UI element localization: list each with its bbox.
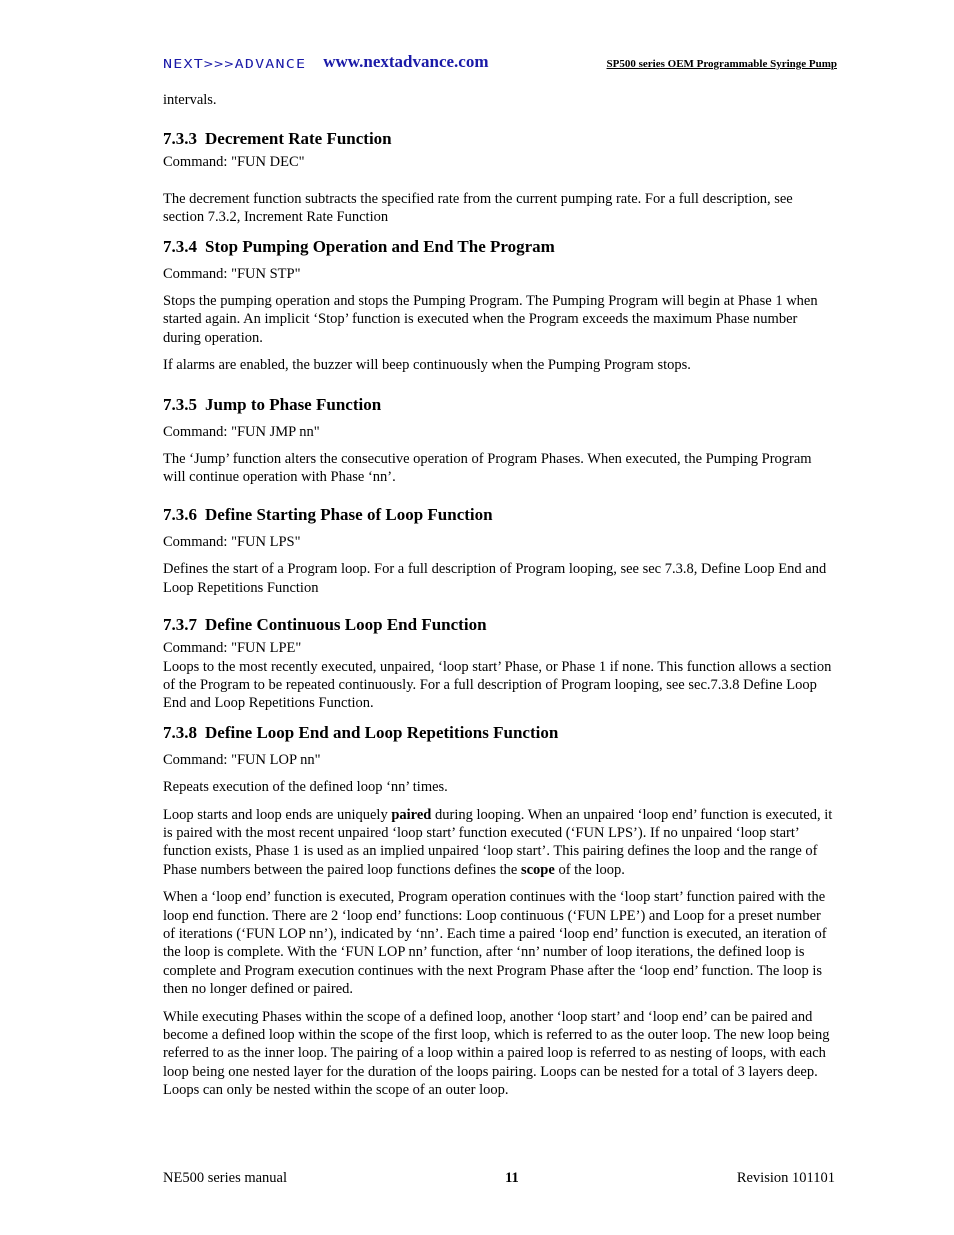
page-footer (163, 1170, 835, 1187)
paragraph: Repeats execution of the defined loop ‘nn’ times. (163, 779, 448, 796)
command-text: Command: "FUN JMP nn" (163, 423, 320, 440)
paragraph: The decrement function subtracts the specified rate from the current pumping rate. For a full description, see section 7.3.2, Increment Rate Function (163, 190, 793, 226)
command-text: Command: "FUN LPS" (163, 533, 301, 550)
paragraph: Defines the start of a Program loop. For a full description of Program looping, see sec 7.3.8, Define Loop End and Loop Repetitions Function (163, 561, 827, 596)
revision: Revision 101101 (736, 1170, 835, 1186)
section-7-3-3-heading: 7.3.3 Decrement Rate Function (163, 129, 392, 149)
command-text: Command: "FUN LPE" (163, 640, 302, 657)
section-7-3-7-heading: 7.3.7 Define Continuous Loop End Function (163, 615, 487, 635)
section-7-3-5-heading: 7.3.5 Jump to Phase Function (163, 394, 382, 414)
paragraph: Stops the pumping operation and stops the Pumping Program. The Pumping Program will begin at Phase 1 when started again. An implicit ‘Stop’ function is executed when the Program exceeds the maximum Phase number during operation. (163, 293, 818, 346)
page-number: 11 (505, 1170, 519, 1186)
section-7-3-8-heading: 7.3.8 Define Loop End and Loop Repetitions Function (163, 722, 559, 742)
intro-text: intervals. (163, 92, 217, 108)
section-7-3-6-heading: 7.3.6 Define Starting Phase of Loop Function (163, 504, 493, 524)
paragraph: If alarms are enabled, the buzzer will beep continuously when the Pumping Program stops. (163, 357, 691, 374)
company-logo: NEXT>>>ADVANCE (163, 56, 307, 71)
website-link[interactable]: www.nextadvance.com (323, 52, 489, 71)
command-text: Command: "FUN STP" (163, 265, 301, 282)
paragraph: When a ‘loop end’ function is executed, Program operation continues with the ‘loop start’ function paired with the loop end function. There are 2 ‘loop end’ functions: Loop continuous (‘FUN LPE’) and Loop for a preset number of iterations (‘FUN LOP nn’), indicated by ‘nn’. Each time a paired ‘loop end’ function is executed, an iteration of the loop is complete. With the ‘FUN LOP nn’ function, after ‘nn’ number of loop iterations, the defined loop is complete and Program execution continues with the next Program Phase after the ‘loop end’ function. The loop is then no longer defined or paired. (163, 889, 827, 998)
paragraph: The ‘Jump’ function alters the consecutive operation of Program Phases. When executed, the Pumping Program will continue operation with Phase ‘nn’. (163, 451, 812, 486)
command-text: Command: "FUN DEC" (163, 154, 305, 171)
paragraph: Loops to the most recently executed, unpaired, ‘loop start’ Phase, or Phase 1 if none. This function allows a section of the Program to be repeated continuously. For a full description of Program looping, see sec.7.3.8 Define Loop End and Loop Repetitions Function. (163, 658, 832, 712)
section-7-3-4-heading: 7.3.4 Stop Pumping Operation and End The Program (163, 236, 555, 256)
page-header (163, 52, 837, 74)
manual-name: NE500 series manual (163, 1170, 288, 1186)
paragraph: Loop starts and loop ends are uniquely paired during looping. When an unpaired ‘loop end’ function is executed, it is paired with the most recent unpaired ‘loop start’ function executed (‘FUN LPS’). If no unpaired ‘loop start’ function exists, Phase 1 is used as an implied unpaired ‘loop start’. This pairing defines the loop and the range of Phase numbers between the paired loop functions defines the scope of the loop. (163, 806, 833, 878)
page-content (163, 91, 835, 1100)
product-title: SP500 series OEM Programmable Syringe Pump (606, 58, 837, 70)
paragraph: While executing Phases within the scope of a defined loop, another ‘loop start’ and ‘loop end’ can be paired and become a defined loop within the scope of the first loop, which is referred to as the outer loop. The new loop being referred to as the inner loop. The pairing of a loop within a paired loop is referred to as nesting of loops, with each loop being one nested layer for the duration of the loops pairing. Loops can be nested for a total of 3 layers deep. Loops can only be nested within the scope of an outer loop. (163, 1008, 830, 1099)
command-text: Command: "FUN LOP nn" (163, 751, 321, 768)
